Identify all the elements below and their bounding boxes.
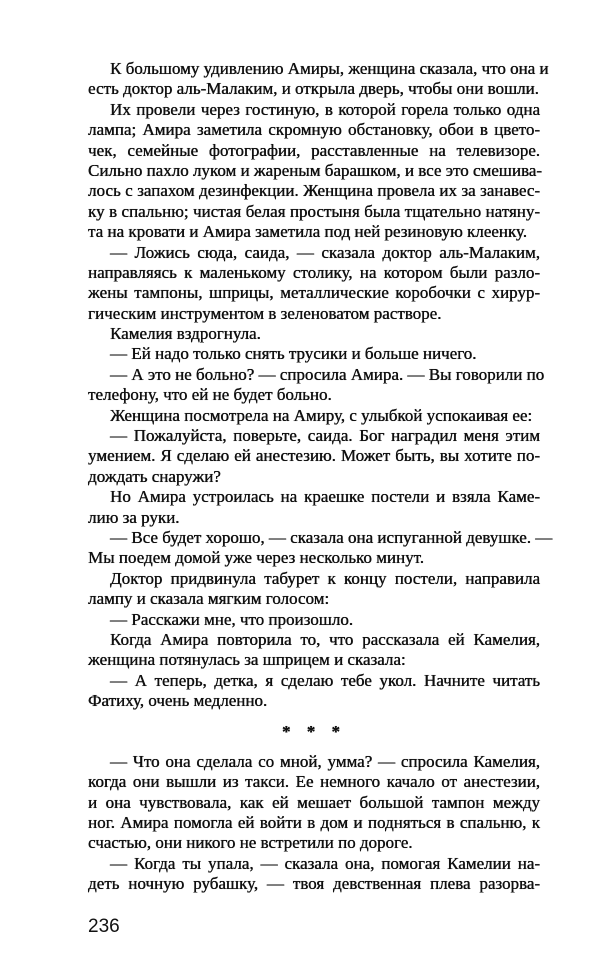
text-line: дождать снаружи? <box>88 466 221 486</box>
text-line: лось с запахом дезинфекции. Женщина провела их за занавес- <box>88 181 540 201</box>
text-line: Сильно пахло луком и жареным барашком, и все это смешива- <box>88 160 542 180</box>
text-line: жены тампоны, шприцы, металлические коробочки с хирур- <box>88 283 540 303</box>
text-line: Но Амира устроилась на краешке постели и взяла Каме- <box>110 487 540 507</box>
text-line: умением. Я сделаю ей анестезию. Может быть, вы хотите по- <box>88 446 540 466</box>
text-line: Их провели через гостиную, в которой горела только одна <box>110 99 540 119</box>
text-line: Женщина посмотрела на Амиру, с улыбкой успокаивая ее: <box>110 405 533 425</box>
paragraph <box>88 527 553 569</box>
paragraph <box>88 854 540 895</box>
text-line: гическим инструментом в зеленоватом растворе. <box>88 303 442 323</box>
text-line: — А теперь, детка, я сделаю тебе укол. Начните читать <box>110 670 540 690</box>
text-line: чек, семейные фотографии, расставленные на телевизоре. <box>88 140 540 160</box>
page-number: 236 <box>88 916 120 937</box>
paragraph <box>88 364 545 406</box>
text-line: и она чувствовала, как ей мешает большой тампон между <box>88 792 540 812</box>
text-line: — Когда ты упала, — сказала она, помогая Камелии на- <box>110 853 540 873</box>
text-line: Когда Амира повторила то, что рассказала ей Камелия, <box>110 629 540 649</box>
section-separator: * * * <box>282 721 346 741</box>
text-line: Мы поедем домой уже через несколько минут. <box>88 548 424 568</box>
text-line: К большому удивлению Амиры, женщина сказала, что она и <box>110 59 549 78</box>
text-line: — Все будет хорошо, — сказала она испуганной девушке. — <box>110 527 553 547</box>
text-line: женщина потянулась за шприцем и сказала: <box>88 650 406 670</box>
paragraph <box>88 752 540 854</box>
text-line: лампу и сказала мягким голосом: <box>88 589 330 609</box>
text-line: — Ей надо только снять трусики и больше ничего. <box>110 344 477 364</box>
paragraph <box>88 569 540 610</box>
text-line: есть доктор аль-Малаким, и открыла дверь, чтобы они вошли. <box>88 79 539 99</box>
text-line: та на кровати и Амира заметила под ней резиновую клеенку. <box>88 222 527 242</box>
text-line: ног. Амира помогла ей войти в дом и подняться в спальню, к <box>88 813 540 833</box>
text-line: направляясь к маленькому столику, на котором были разло- <box>88 262 540 282</box>
paragraph <box>88 243 540 325</box>
text-line: когда они вышли из такси. Ее немного качало от анестезии, <box>88 772 540 792</box>
text-line: счастью, они никого не встретили по дороге. <box>88 833 413 853</box>
paragraph <box>88 324 540 344</box>
text-line: — Что она сделала со мной, умма? — спросила Камелия, <box>110 751 540 771</box>
text-line: Фатиху, очень медленно. <box>88 691 268 711</box>
paragraph <box>88 426 540 487</box>
text-line: деть ночную рубашку, — твоя девственная плева разорва- <box>88 874 540 894</box>
paragraph <box>88 59 549 100</box>
text-line: Доктор придвинула табурет к концу постели, направила <box>110 568 540 588</box>
paragraph <box>88 610 540 630</box>
paragraph <box>88 487 540 528</box>
paragraph <box>88 344 540 364</box>
text-line: — Расскажи мне, что произошло. <box>110 609 354 629</box>
text-line: Камелия вздрогнула. <box>110 324 261 344</box>
text-line: — А это не больно? — спросила Амира. — Вы говорили по <box>110 364 545 384</box>
paragraph <box>88 100 540 243</box>
text-line: — Ложись сюда, саида, — сказала доктор аль-Малаким, <box>110 242 540 262</box>
text-line: лампа; Амира заметила скромную обстановку, обои в цвето- <box>88 120 540 140</box>
text-line: лию за руки. <box>88 507 180 527</box>
text-line: — Пожалуйста, поверьте, саида. Бог наградил меня этим <box>110 426 540 446</box>
paragraph <box>88 406 540 426</box>
text-line: телефону, что ей не будет больно. <box>88 385 332 405</box>
text-line: ку в спальню; чистая белая простыня была тщательно натяну- <box>88 201 540 221</box>
paragraph <box>88 671 540 712</box>
paragraph <box>88 630 540 671</box>
book-page-text <box>88 59 553 895</box>
